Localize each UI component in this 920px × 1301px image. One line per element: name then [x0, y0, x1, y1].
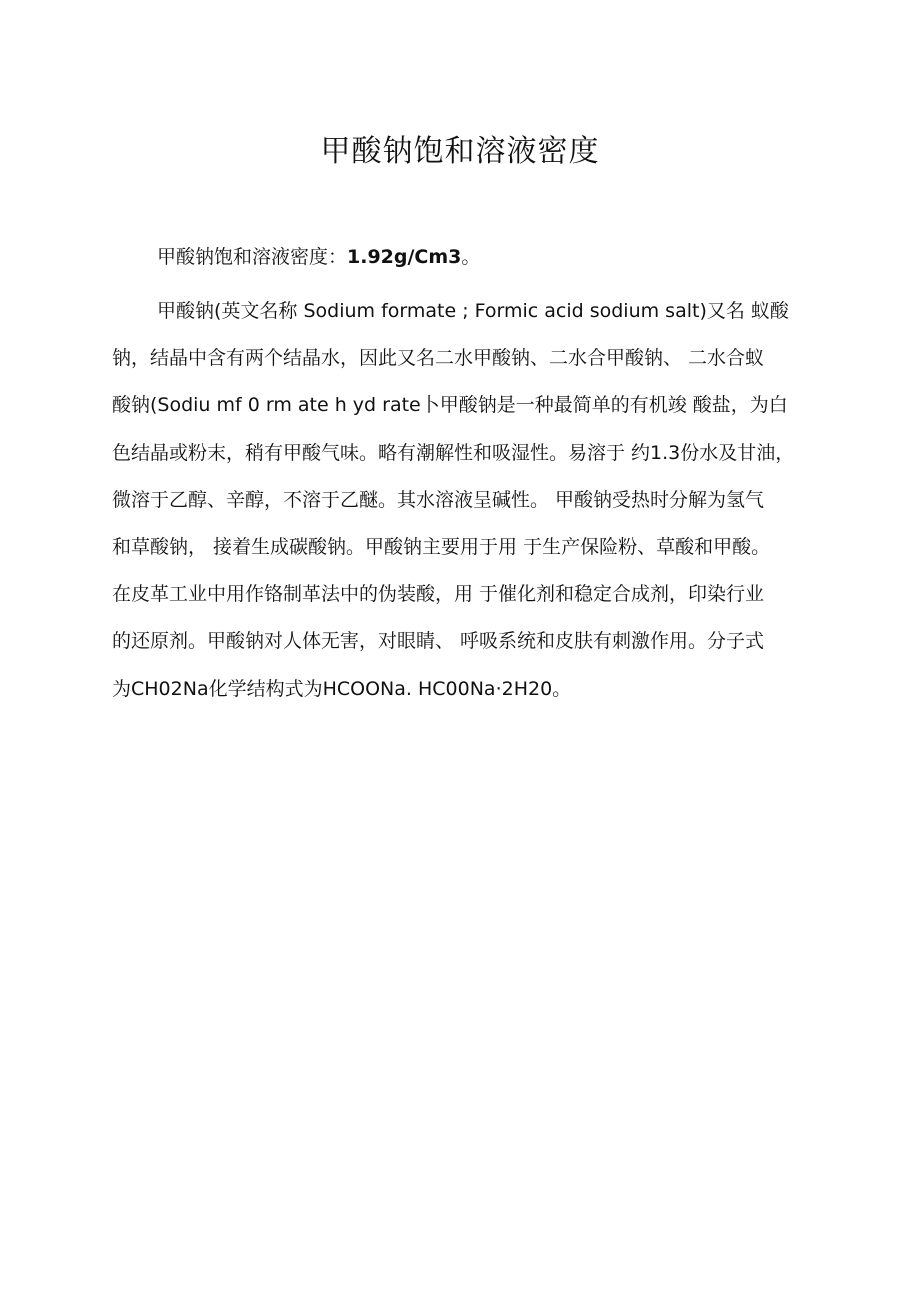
body-line: 酸钠(Sodiu mf 0 rm ate h yd rate卜甲酸钠是一种最简单的有机竣 酸盐，为白 — [112, 394, 788, 417]
density-label: 甲酸钠饱和溶液密度： — [157, 246, 348, 268]
density-suffix: 。 — [461, 246, 481, 268]
density-value: 1.92g/Cm3 — [347, 246, 462, 268]
density-statement — [157, 242, 480, 272]
body-line: 的还原剂。甲酸钠对人体无害，对眼睛、 呼吸系统和皮肤有刺激作用。分子式 — [112, 630, 765, 653]
body-line: 为CH02Na化学结构式为HCOONa. HC00Na·2H20。 — [112, 677, 572, 700]
page-title: 甲酸钠饱和溶液密度 — [320, 134, 600, 169]
body-line: 和草酸钠， 接着生成碳酸钠。甲酸钠主要用于用 于生产保险粉、草酸和甲酸。 — [112, 535, 771, 558]
body-line: 在皮革工业中用作铬制革法中的伪装酸，用 于催化剂和稳定合成剂，印染行业 — [112, 583, 765, 606]
body-line: 钠，结晶中含有两个结晶水，因此又名二水甲酸钠、二水合甲酸钠、 二水合蚁 — [112, 347, 765, 370]
body-line: 微溶于乙醇、辛醇，不溶于乙醚。其水溶液呈碱性。 甲酸钠受热时分解为氢气 — [112, 488, 765, 511]
body-line: 甲酸钠(英文名称 Sodium formate ; Formic acid sodium salt)又名 蚁酸 — [157, 300, 789, 322]
body-paragraph — [112, 288, 817, 713]
body-line: 色结晶或粉末，稍有甲酸气味。略有潮解性和吸湿性。易溶于 约1.3份水及甘油， — [112, 441, 795, 464]
